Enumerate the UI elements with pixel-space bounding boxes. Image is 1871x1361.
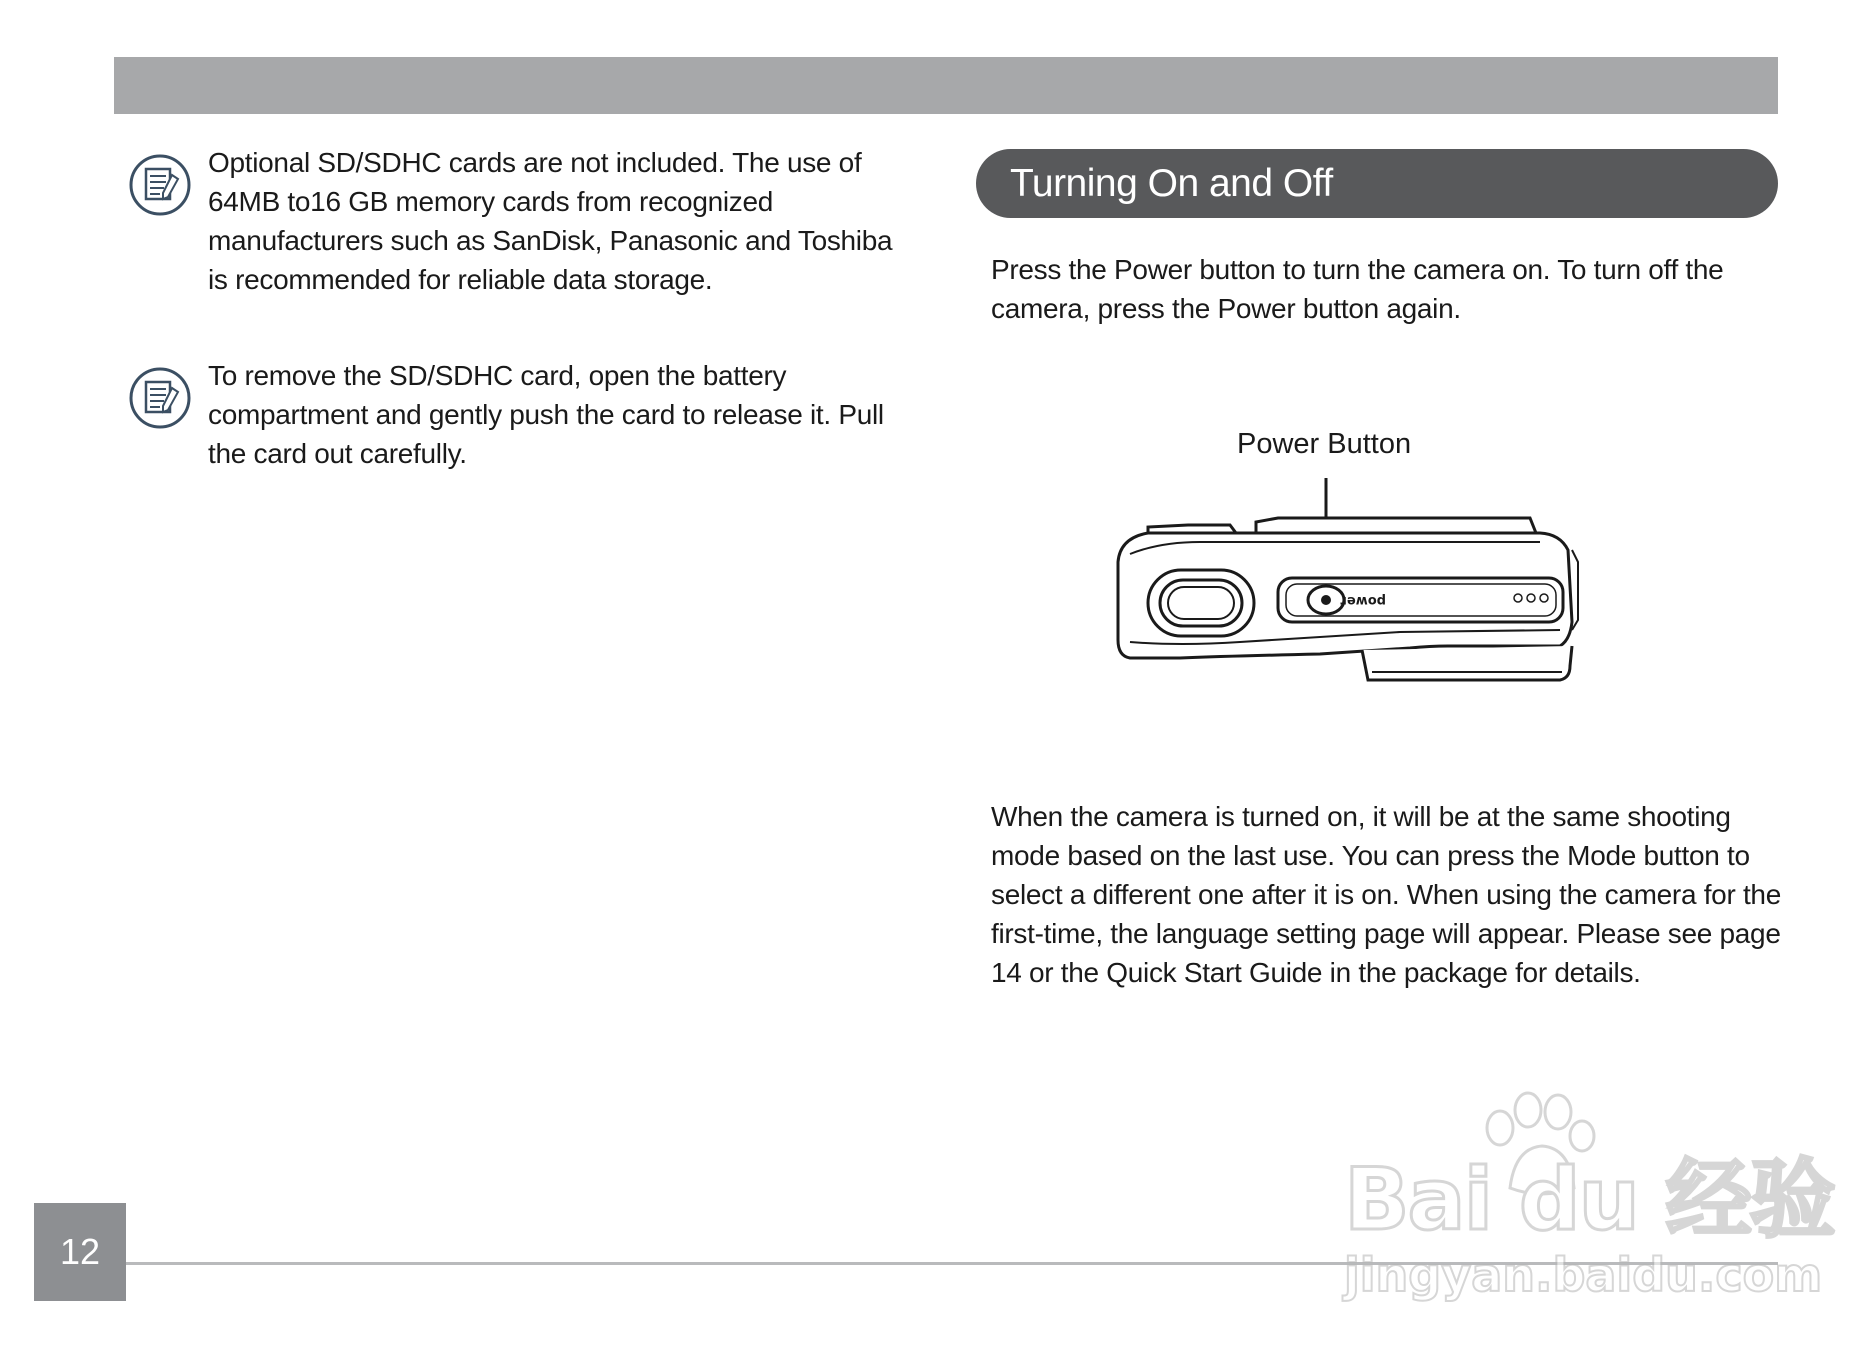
page-number: 12 (59, 1231, 101, 1272)
section-title: Turning On and Off (1010, 162, 1333, 205)
note-text: Optional SD/SDHC cards are not included. The use of 64MB to16 GB memory cards from recognized manufacturers such as SanDisk, Panasonic and Toshiba is recommended for reliable data storage. (208, 147, 893, 295)
power-marking: power (1340, 593, 1386, 608)
baidu-watermark (1330, 1088, 1834, 1303)
power-button-label: Power Button (1237, 428, 1412, 460)
note-text: To remove the SD/SDHC card, open the battery compartment and gently push the card to release it. Pull the card out carefully. (208, 360, 884, 469)
note-icon (128, 366, 192, 430)
watermark-main: Bai du 经验 (1344, 1150, 1834, 1250)
camera-top-view-illustration (1100, 470, 1660, 710)
section-header (976, 149, 1778, 218)
page-number-box (34, 1203, 126, 1301)
intro-paragraph: Press the Power button to turn the camera on. To turn off the camera, press the Power button again. (991, 254, 1724, 324)
header-bar (114, 57, 1778, 114)
note-icon (128, 153, 192, 217)
body-paragraph: When the camera is turned on, it will be at the same shooting mode based on the last use. You can press the Mode button to select a different one after it is on. When using the camera for the first-time, the language setting page will appear. Please see page 14 or the Quick Start Guide in the package for details. (991, 801, 1781, 988)
watermark-sub: jingyan.baidu.com (1344, 1248, 1823, 1302)
